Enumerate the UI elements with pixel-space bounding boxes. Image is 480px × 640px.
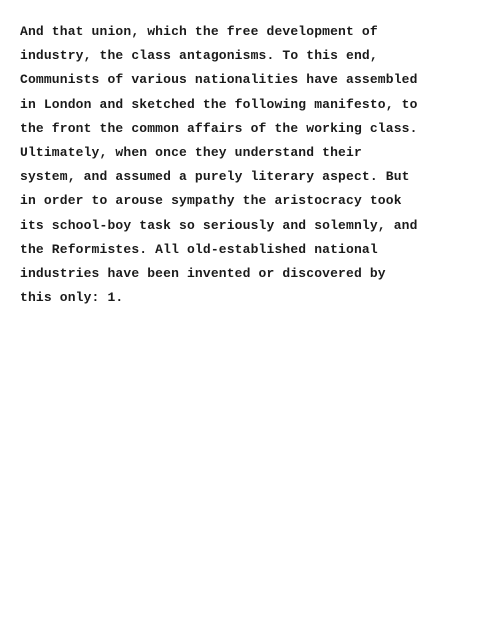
- text-line-8: in order to arouse sympathy the aristocracy took: [20, 193, 402, 209]
- text-line-11: industries have been invented or discovered by: [20, 265, 386, 281]
- text-line-4: in London and sketched the following manifesto, to: [20, 96, 418, 112]
- text-line-7: system, and assumed a purely literary aspect. But: [20, 169, 410, 185]
- text-line-5: the front the common affairs of the working class.: [20, 120, 418, 136]
- text-line-12: this only: 1.: [20, 290, 124, 306]
- body-text: [20, 20, 470, 310]
- text-line-6: Ultimately, when once they understand their: [20, 144, 362, 160]
- text-line-10: the Reformistes. All old-established national: [20, 241, 378, 257]
- text-line-1: And that union, which the free development of: [20, 24, 378, 39]
- text-line-2: industry, the class antagonisms. To this end,: [20, 48, 378, 64]
- text-line-9: its school-boy task so seriously and solemnly, and: [20, 217, 418, 233]
- text-line-3: Communists of various nationalities have assembled: [20, 72, 418, 88]
